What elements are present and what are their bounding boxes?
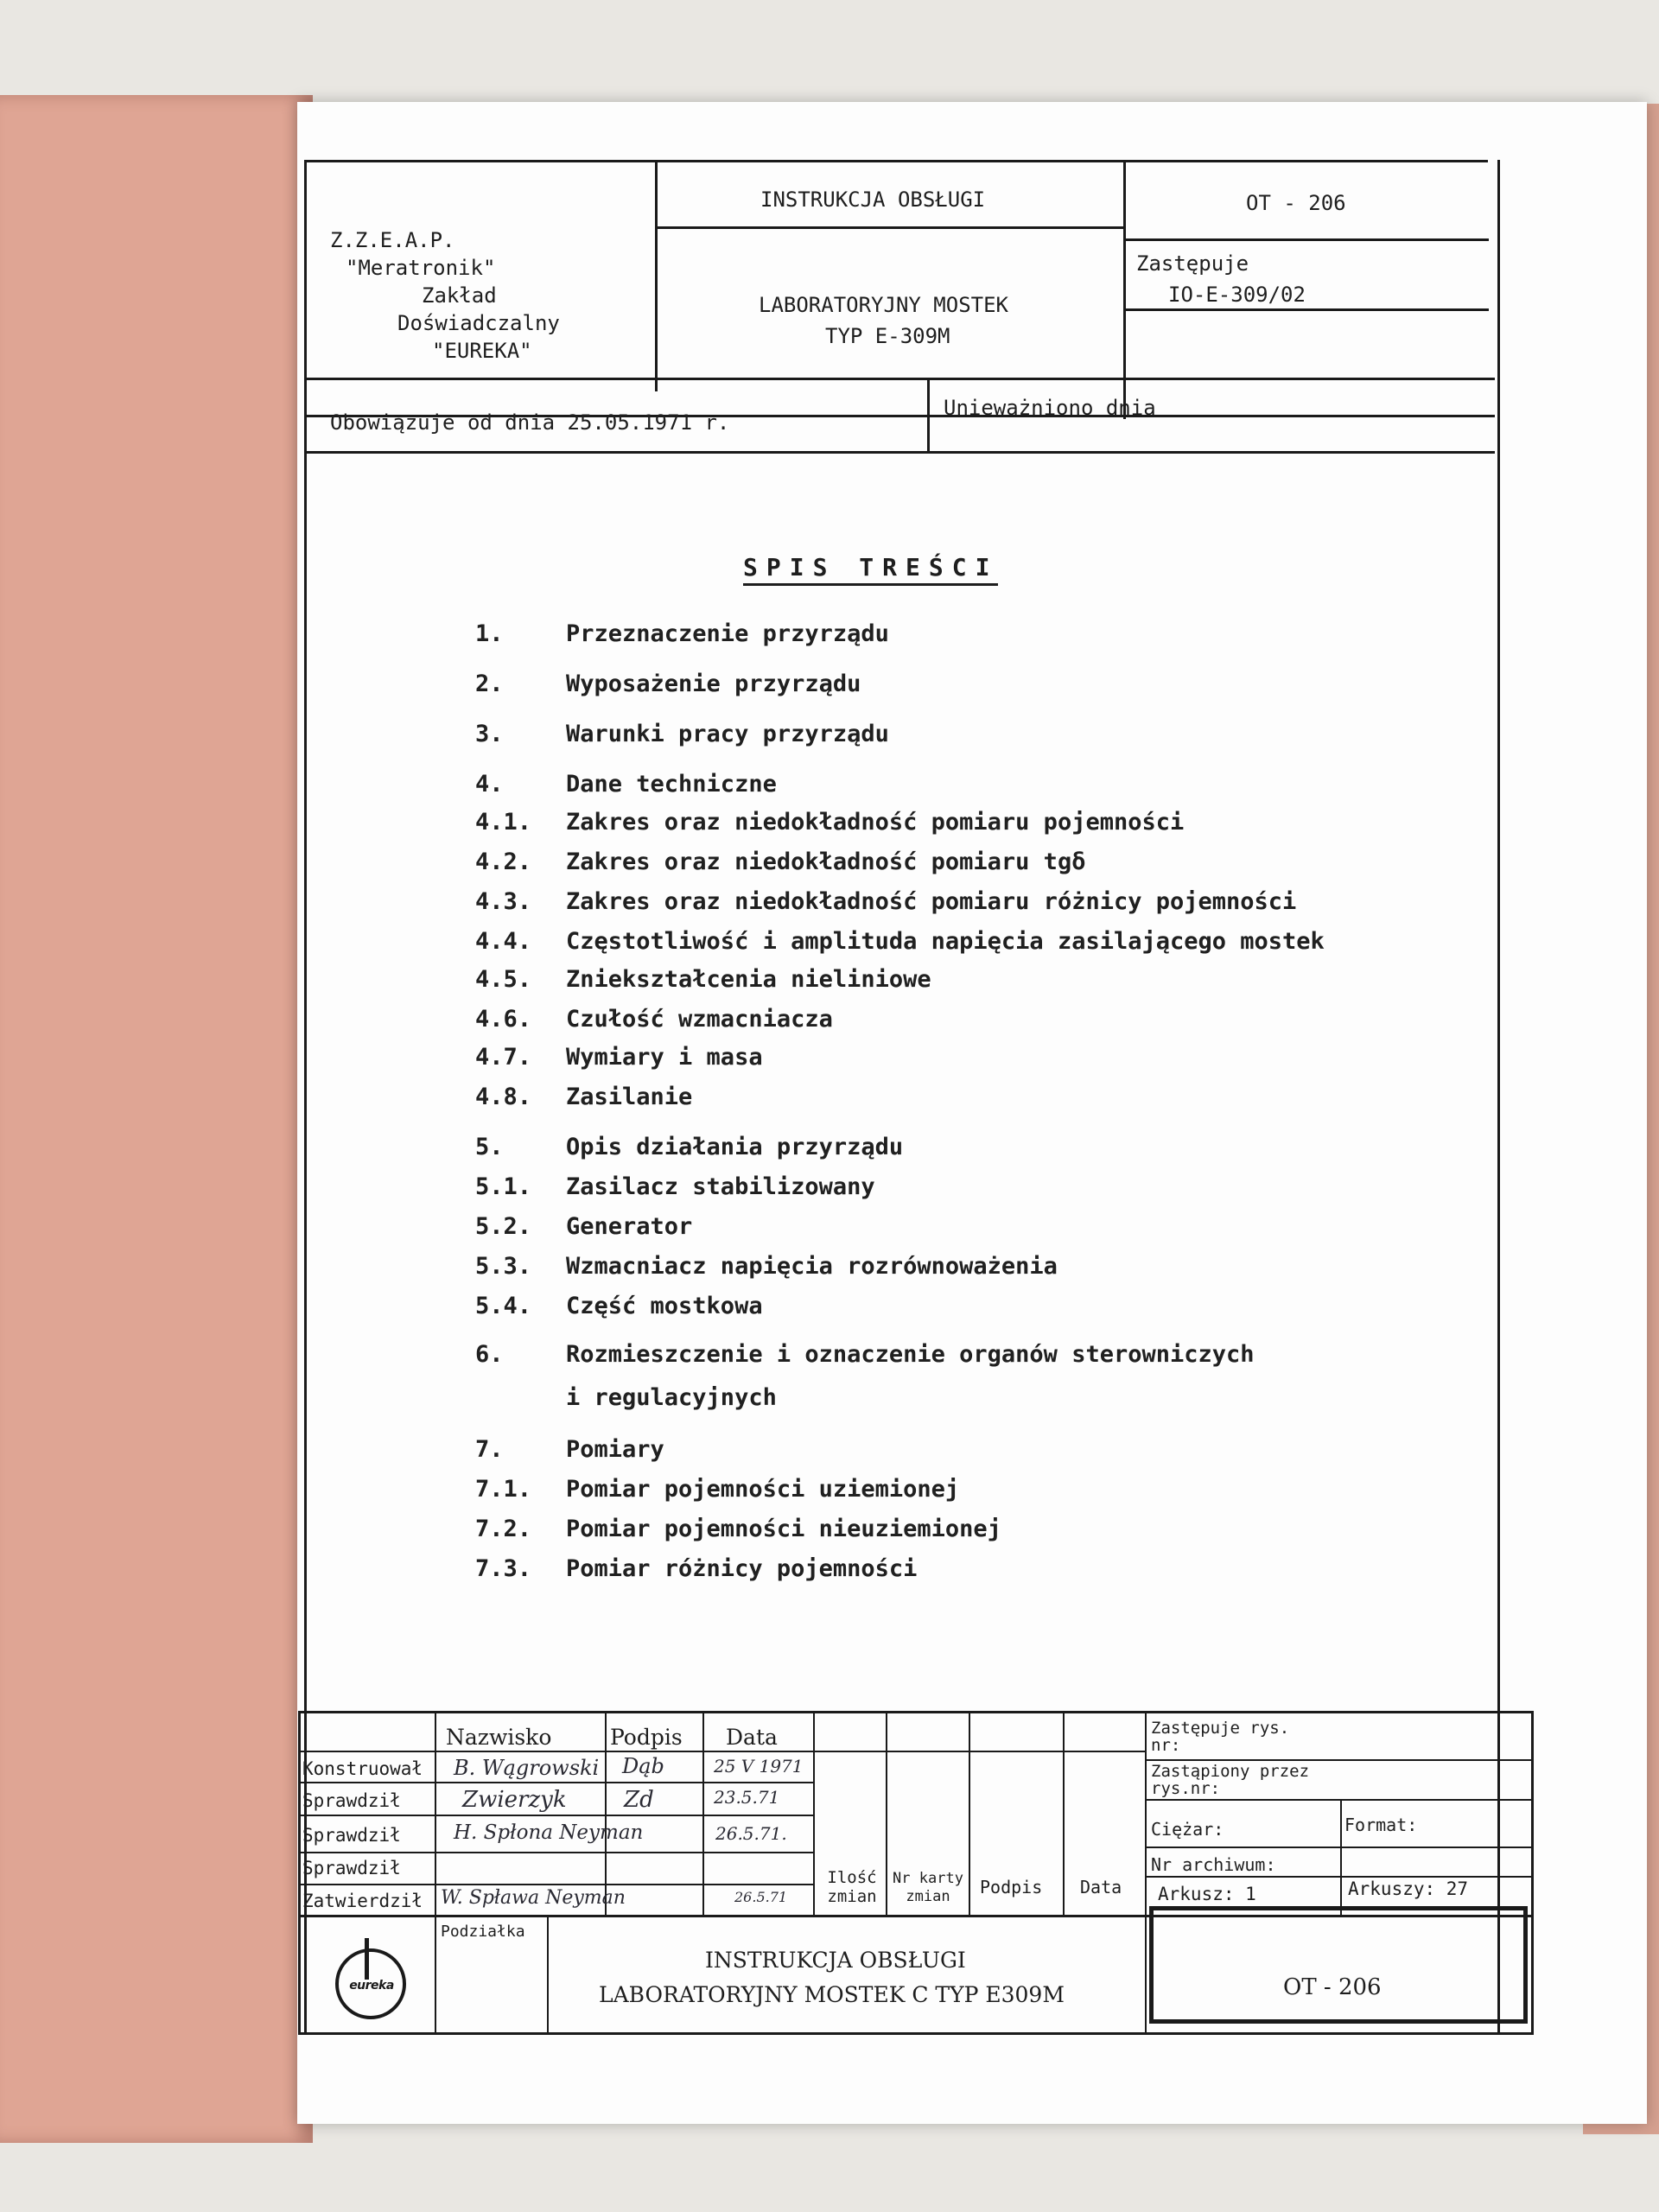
toc-item-text: Wyposażenie przyrządu: [566, 671, 861, 697]
toc-item-number: 5.: [475, 1134, 504, 1160]
toc-item-text: Dane techniczne: [566, 771, 777, 798]
replaced-by-label: Zastąpiony przez rys.nr:: [1151, 1762, 1310, 1798]
date-label: Data: [1080, 1877, 1122, 1897]
change-card-label: Nr karty zmian: [893, 1870, 963, 1905]
binder-cover: [0, 95, 313, 2143]
col-sign-header: Podpis: [610, 1725, 683, 1750]
scale-label: Podziałka: [441, 1923, 525, 1941]
toc-item-text: Zakres oraz niedokładność pomiaru różnicy pojemności: [566, 888, 1297, 915]
replaces-drawing-label: Zastępuje rys. nr:: [1151, 1719, 1290, 1755]
role-checked-1: Sprawdził: [302, 1790, 401, 1811]
toc-item-text: Zasilacz stabilizowany: [566, 1173, 875, 1200]
toc-item-text: Opis działania przyrządu: [566, 1134, 904, 1160]
toc-item-text: Czułość wzmacniacza: [566, 1006, 833, 1033]
sheet-count: Arkuszy: 27: [1348, 1878, 1469, 1899]
logo-text: eureka: [349, 1979, 394, 1993]
toc-item-text: Przeznaczenie przyrządu: [566, 620, 889, 647]
toc-item-number: 5.4.: [475, 1293, 532, 1319]
col-date-header: Data: [726, 1725, 778, 1750]
toc-item-number: 7.1.: [475, 1476, 532, 1503]
name-constructed: B. Wągrowski: [454, 1756, 600, 1780]
name-checked-1: Zwierzyk: [462, 1787, 567, 1813]
toc-item-number: 7.3.: [475, 1555, 532, 1582]
toc-item-text: Wzmacniacz napięcia rozrównoważenia: [566, 1253, 1058, 1280]
sign-label: Podpis: [980, 1877, 1043, 1897]
toc-item-text: Pomiar różnicy pojemności: [566, 1555, 918, 1582]
toc-item-number: 4.6.: [475, 1006, 532, 1033]
toc-item-text: Zniekształcenia nieliniowe: [566, 966, 931, 993]
footer-doc-code: OT - 206: [1283, 1974, 1382, 2000]
toc-item-number: 4.7.: [475, 1044, 532, 1071]
toc-item-number: 1.: [475, 620, 504, 647]
code-box: [1149, 1906, 1528, 2024]
toc-item-text: Zakres oraz niedokładność pomiaru pojemności: [566, 809, 1185, 836]
organization-name: Z.Z.E.A.P. "Meratronik" Zakład Doświadczalny "EUREKA": [330, 228, 560, 363]
toc-item-text: Część mostkowa: [566, 1293, 763, 1319]
col-name-header: Nazwisko: [446, 1725, 552, 1750]
toc-item-number: 5.1.: [475, 1173, 532, 1200]
toc-item-number: 4.5.: [475, 966, 532, 993]
signature-constructed: Dąb: [622, 1754, 664, 1778]
document-title-line1: LABORATORYJNY MOSTEK: [759, 293, 1008, 317]
replaces-label: Zastępuje: [1136, 251, 1249, 276]
toc-item-text: Wymiary i masa: [566, 1044, 763, 1071]
invalidated-date: Unieważniono dnia: [944, 396, 1156, 420]
role-constructed: Konstruował: [302, 1758, 423, 1779]
toc-item-text: Zasilanie: [566, 1084, 693, 1110]
toc-item-text: Generator: [566, 1213, 693, 1240]
toc-item-number: 4.4.: [475, 928, 532, 955]
weight-label: Ciężar:: [1151, 1819, 1224, 1840]
toc-item-number: 7.: [475, 1436, 504, 1463]
name-checked-2: H. Spłona Neyman: [454, 1821, 644, 1844]
role-checked-2: Sprawdził: [302, 1825, 401, 1846]
toc-item-number: 6.: [475, 1341, 504, 1368]
toc-item-text: Pomiar pojemności nieuziemionej: [566, 1516, 1001, 1542]
date-constructed: 25 V 1971: [714, 1756, 804, 1777]
toc-item-number: 4.1.: [475, 809, 532, 836]
toc-item-text: Zakres oraz niedokładność pomiaru tgδ: [566, 849, 1086, 875]
role-approved: Zatwierdził: [302, 1891, 423, 1911]
date-checked-2: 26.5.71.: [715, 1823, 787, 1844]
valid-from: Obowiązuje od dnia 25.05.1971 r.: [330, 410, 730, 435]
toc-item-number: 4.3.: [475, 888, 532, 915]
toc-item-number: 4.: [475, 771, 504, 798]
archive-label: Nr archiwum:: [1151, 1854, 1276, 1875]
sheet-number: Arkusz: 1: [1158, 1884, 1256, 1904]
document-type: INSTRUKCJA OBSŁUGI: [760, 188, 986, 212]
toc-title: SPIS TREŚCI: [743, 553, 998, 586]
signature-checked-1: Zd: [624, 1787, 654, 1813]
footer-title-line2: LABORATORYJNY MOSTEK C TYP E309M: [599, 1982, 1065, 2007]
date-checked-1: 23.5.71: [714, 1787, 780, 1808]
role-checked-3: Sprawdził: [302, 1858, 401, 1878]
toc-item-text: Rozmieszczenie i oznaczenie organów sterowniczych: [566, 1341, 1255, 1368]
toc-item-number: 5.3.: [475, 1253, 532, 1280]
document-title-line2: TYP E-309M: [825, 324, 950, 348]
toc-item-number: 4.2.: [475, 849, 532, 875]
toc-item-number: 2.: [475, 671, 504, 697]
toc-item-text: i regulacyjnych: [566, 1384, 777, 1411]
date-approved: 26.5.71: [734, 1889, 788, 1905]
toc-item-number: 7.2.: [475, 1516, 532, 1542]
format-label: Format:: [1344, 1815, 1418, 1835]
toc-item-text: Pomiar pojemności uziemionej: [566, 1476, 960, 1503]
document-code: OT - 206: [1246, 191, 1346, 215]
toc-item-text: Częstotliwość i amplituda napięcia zasilającego mostek: [566, 928, 1325, 955]
toc-item-text: Pomiary: [566, 1436, 664, 1463]
toc-item-number: 4.8.: [475, 1084, 532, 1110]
changes-count-label: Ilość zmian: [827, 1868, 877, 1906]
footer-title-line1: INSTRUKCJA OBSŁUGI: [705, 1948, 966, 1973]
toc-item-text: Warunki pracy przyrządu: [566, 721, 889, 747]
replaces-value: IO-E-309/02: [1168, 283, 1306, 307]
name-approved: W. Spława Neyman: [441, 1887, 626, 1909]
toc-item-number: 5.2.: [475, 1213, 532, 1240]
toc-item-number: 3.: [475, 721, 504, 747]
